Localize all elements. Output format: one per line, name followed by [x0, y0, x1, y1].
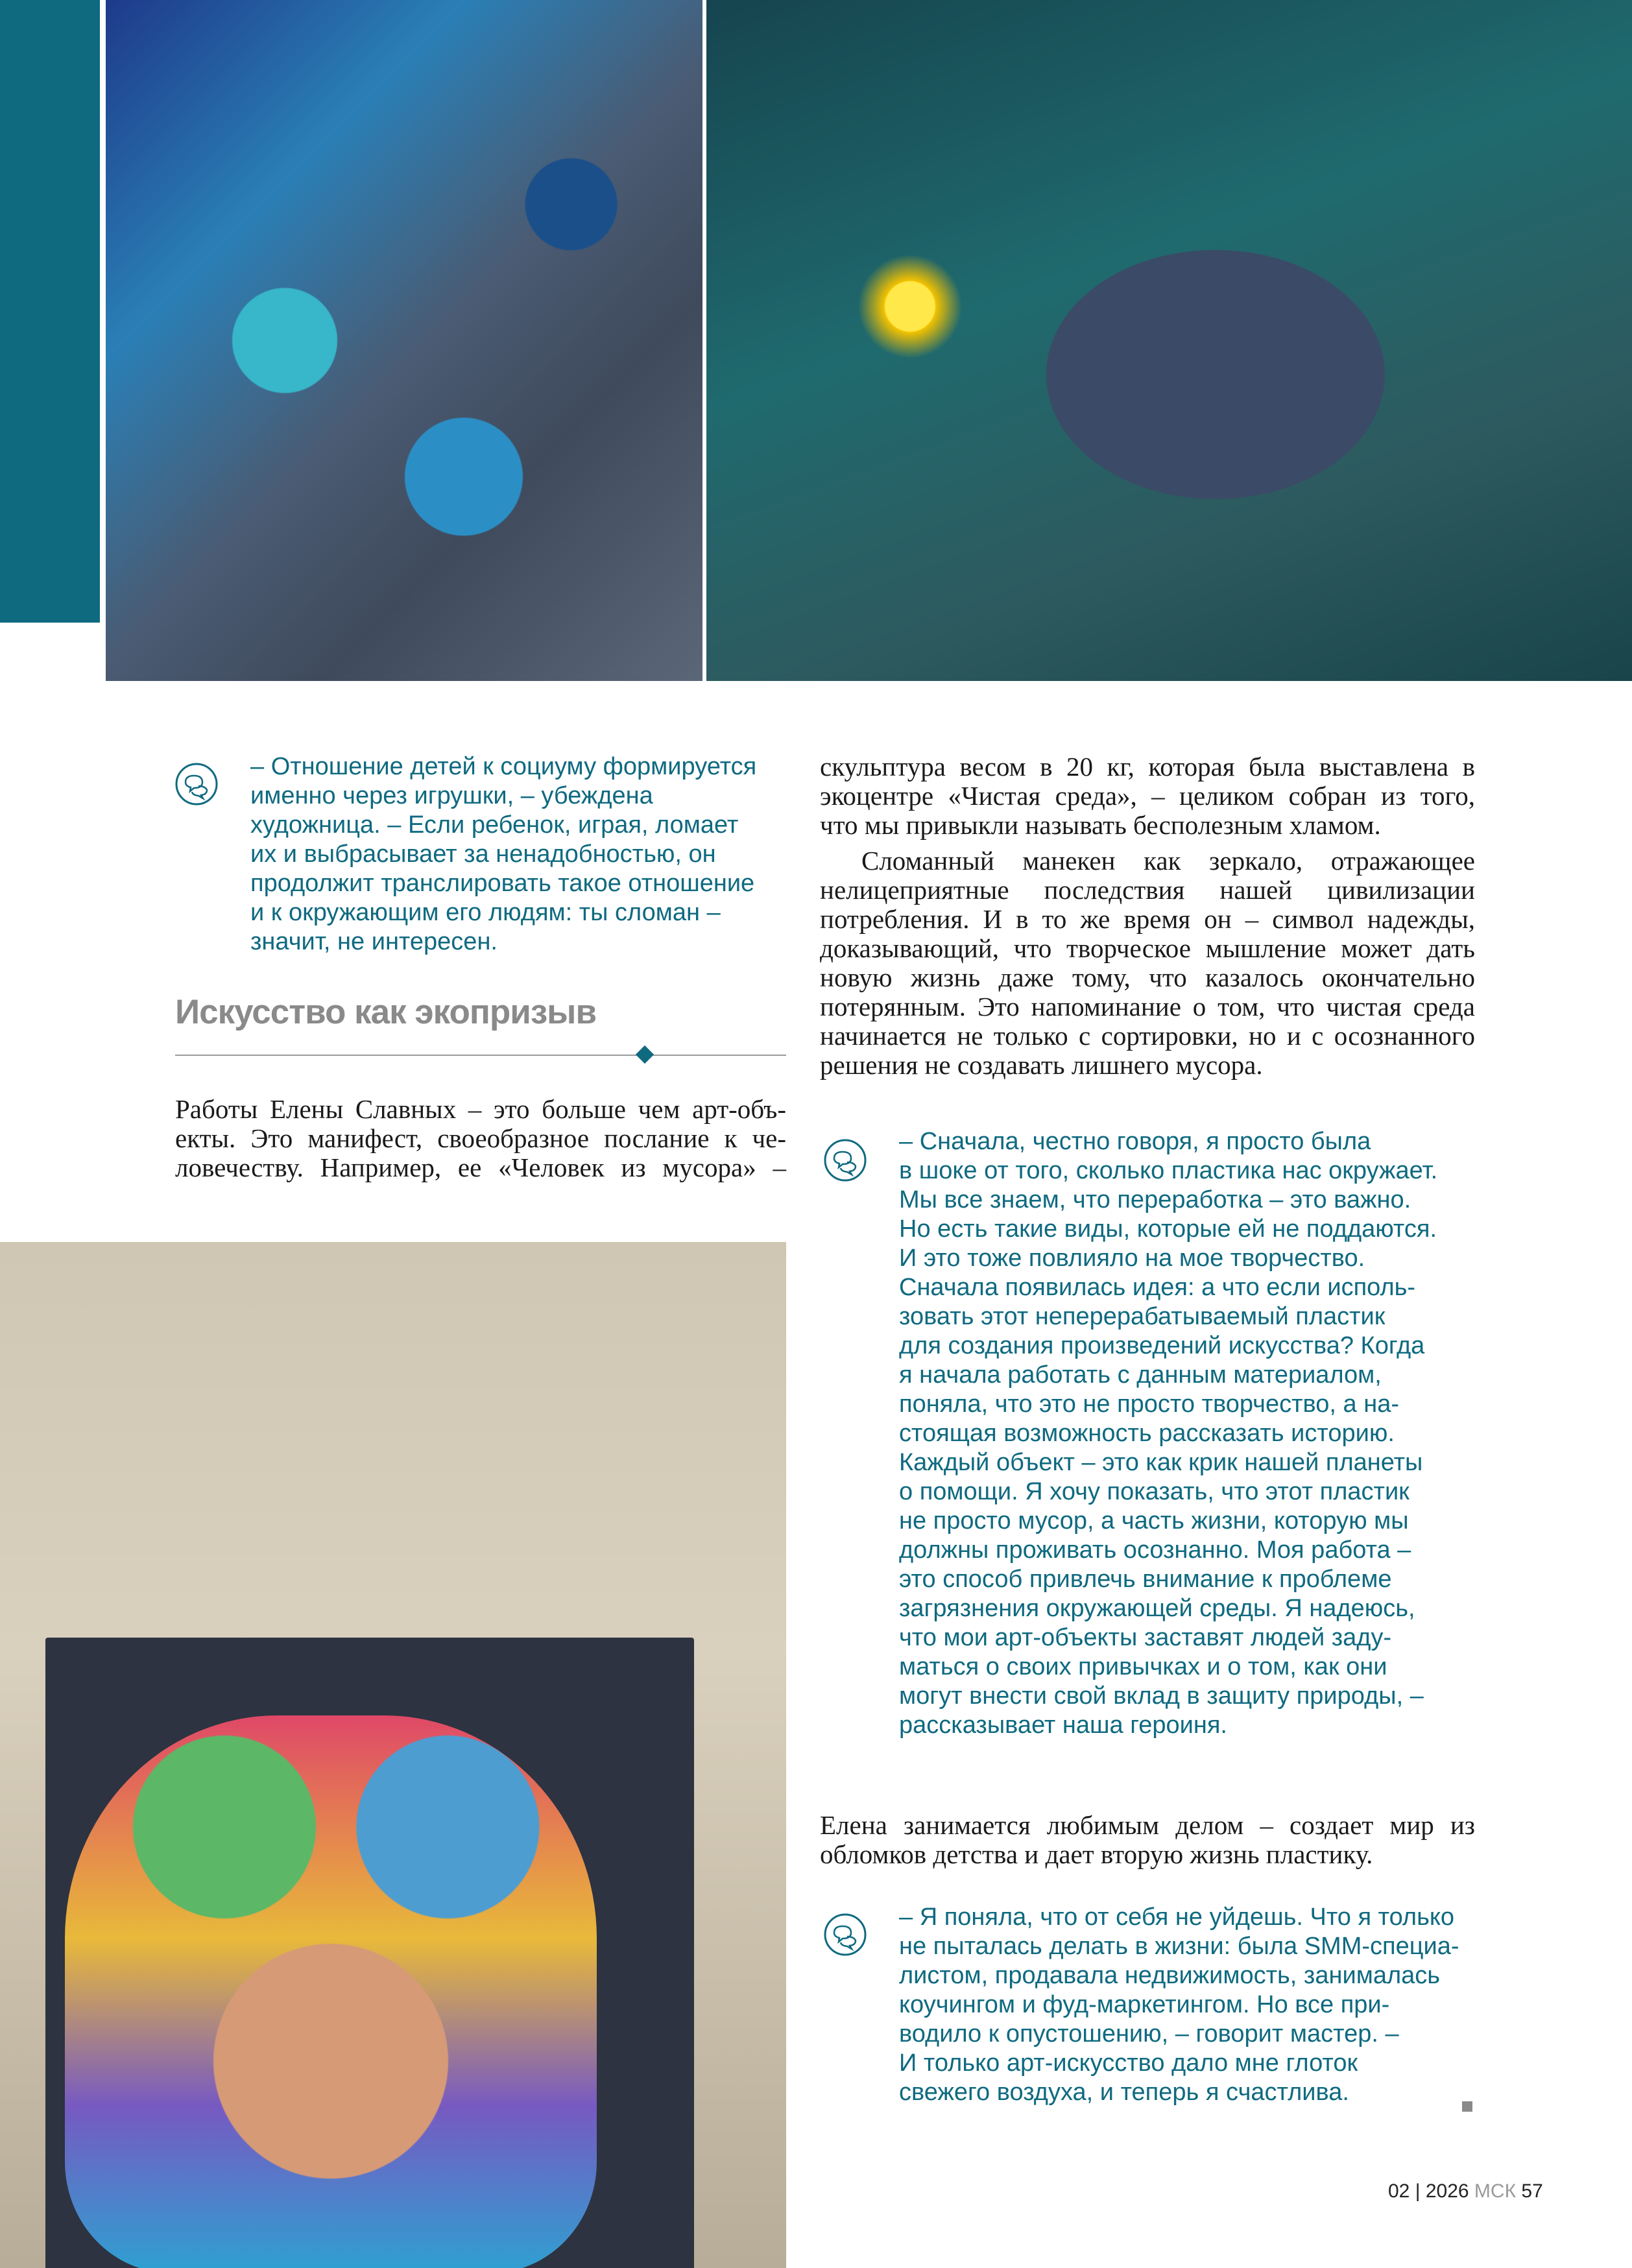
quote-line: для создания произведений искусства? Когда [899, 1332, 1425, 1359]
quote-line: зовать этот неперерабатываемый пластик [899, 1303, 1386, 1330]
text-line: Сломанный манекен как зеркало, отражающее [861, 846, 1475, 876]
text-line: ловечеству. Например, ее «Человек из мусора» – [175, 1152, 786, 1182]
quote-line: – Я поняла, что от себя не уйдешь. Что я только [899, 1904, 1455, 1931]
quote-line: листом, продавала недвижимость, занималась [899, 1962, 1441, 1989]
text-line: начинается не только с сортировки, но и с осознанного [820, 1021, 1475, 1051]
right-paragraph-2 [820, 846, 1475, 1080]
quote-line: И только арт-искусство дало мне глоток [899, 2049, 1358, 2077]
text-line: потерянным. Это напоминание о том, что чистая среда [820, 992, 1475, 1021]
quote-line: это способ привлечь внимание к проблеме [899, 1566, 1392, 1593]
diamond-icon [636, 1045, 654, 1064]
quote-line: загрязнения окружающей среды. Я надеюсь, [899, 1595, 1415, 1622]
heading-divider [175, 1055, 786, 1056]
left-paragraph [175, 1095, 786, 1182]
text-line: новую жизнь даже тому, что казалось окончательно [820, 962, 1475, 992]
text-line: нелицеприятные последствия нашей цивилизации [820, 875, 1475, 905]
quote-line: и к окружающим его людям: ты сломан – [250, 899, 721, 926]
quote-line: – Сначала, честно говоря, я просто была [899, 1128, 1371, 1155]
photo-seahorse-artwork [106, 0, 702, 681]
quote-line: Но есть такие виды, которые ей не поддаются. [899, 1215, 1437, 1243]
end-square-icon [1462, 2101, 1472, 2112]
quote-line: рассказывает наша героиня. [899, 1712, 1227, 1739]
quote-line: что мои арт-объекты заставят людей заду- [899, 1624, 1392, 1651]
quote-line: я начала работать с данным материалом, [899, 1361, 1382, 1389]
right-paragraph-3 [820, 1811, 1475, 1869]
quote-block-3 [899, 1903, 1470, 2107]
quote-line: должны проживать осознанно. Моя работа – [899, 1536, 1411, 1564]
text-line: потребления. И в то же время он – символ надежды, [820, 904, 1475, 934]
quote-block-1 [250, 752, 782, 957]
artwork-board [45, 1638, 694, 2268]
quote-line: Каждый объект – это как крик нашей планеты [899, 1449, 1423, 1476]
brand-name: МСК [1474, 2180, 1517, 2202]
quote-line: маться о своих привычках и о том, как они [899, 1653, 1387, 1680]
quote-line: – Отношение детей к социуму формируется [250, 753, 757, 780]
text-line: скульптура весом в 20 кг, которая была выставлена в [820, 752, 1475, 782]
text-line: обломков детства и дает вторую жизнь пластику. [820, 1839, 1373, 1869]
text-line: Работы Елены Славных – это больше чем арт-объ- [175, 1094, 786, 1124]
text-line: екты. Это манифест, своеобразное послание к че- [175, 1123, 786, 1153]
text-line: что мы привыкли называть бесполезным хламом. [820, 810, 1381, 840]
quote-line: их и выбрасывает за ненадобностью, он [250, 841, 716, 868]
text-line: решения не создавать лишнего мусора. [820, 1050, 1263, 1080]
quote-line: о помощи. Я хочу показать, что этот пластик [899, 1478, 1410, 1505]
jester-figure [65, 1715, 597, 2268]
quote-line: И это тоже повлияло на мое творчество. [899, 1245, 1365, 1272]
quote-line: свежего воздуха, и теперь я счастлива. [899, 2079, 1349, 2106]
quote-line: не пыталась делать в жизни: была SMM-специа- [899, 1933, 1459, 1960]
photo-anglerfish-artwork [706, 0, 1632, 681]
text-line: доказывающий, что творческое мышление может дать [820, 933, 1475, 963]
photo-jester-artwork [0, 1242, 786, 2268]
quote-line: значит, не интересен. [250, 928, 498, 955]
quote-line: продолжит транслировать такое отношение [250, 870, 755, 897]
speech-bubbles-icon [175, 763, 218, 806]
quote-line: коучингом и фуд-маркетингом. Но все при- [899, 1991, 1390, 2018]
quote-line: в шоке от того, сколько пластика нас окружает. [899, 1157, 1438, 1184]
text-line: Елена занимается любимым делом – создает мир из [820, 1810, 1475, 1840]
page-number: 57 [1521, 2180, 1543, 2202]
quote-line: Мы все знаем, что переработка – это важно. [899, 1186, 1411, 1213]
speech-bubbles-icon [824, 1913, 867, 1956]
quote-line: художница. – Если ребенок, играя, ломает [250, 811, 739, 839]
quote-line: Сначала появилась идея: а что если исполь- [899, 1274, 1416, 1301]
issue-number: 02 | 2026 [1388, 2180, 1469, 2202]
quote-line: именно через игрушки, – убеждена [250, 782, 653, 809]
quote-line: могут внести свой вклад в защиту природы, – [899, 1682, 1424, 1710]
quote-line: поняла, что это не просто творчество, а на- [899, 1391, 1399, 1418]
quote-block-2 [899, 1127, 1470, 1740]
speech-bubbles-icon [824, 1139, 867, 1182]
section-heading: Искусство как экопризыв [175, 993, 597, 1031]
teal-side-bar [0, 0, 100, 623]
right-paragraph-1 [820, 752, 1475, 840]
quote-line: стоящая возможность рассказать историю. [899, 1420, 1395, 1447]
quote-line: не просто мусор, а часть жизни, которую мы [899, 1507, 1409, 1534]
quote-line: водило к опустошению, – говорит мастер. – [899, 2020, 1399, 2047]
page-footer [1388, 2180, 1543, 2202]
text-line: экоцентре «Чистая среда», – целиком собран из того, [820, 781, 1475, 811]
